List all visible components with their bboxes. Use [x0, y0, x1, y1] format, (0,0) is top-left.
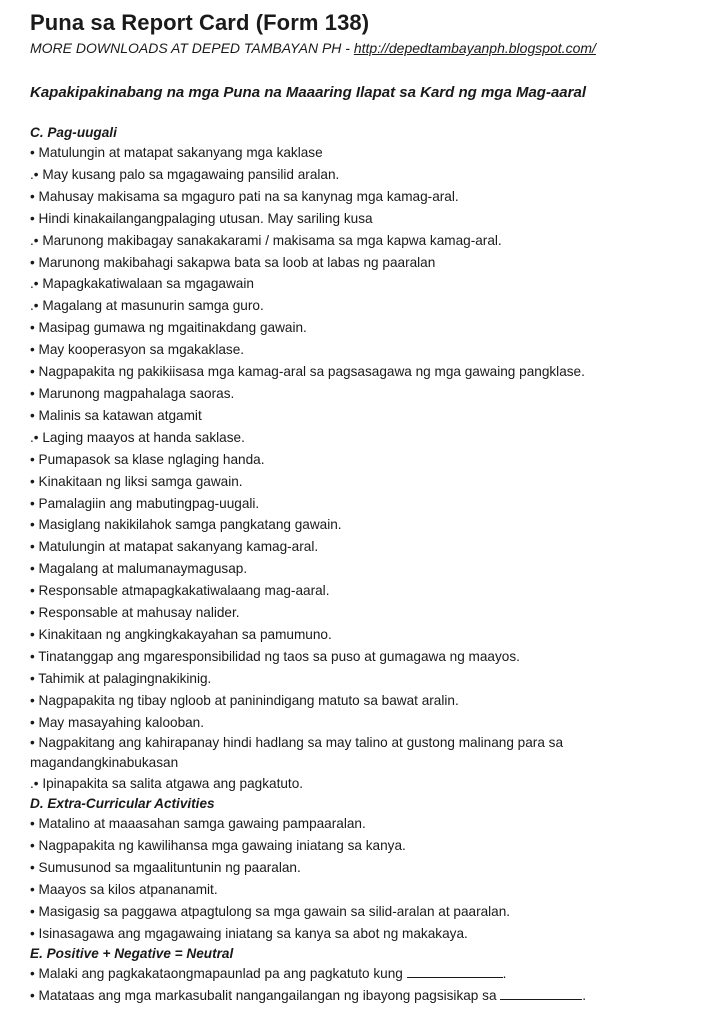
end-mark: .: [502, 965, 507, 981]
fill-in-blank: [407, 965, 503, 978]
list-item: • Maayos sa kilos atpananamit.: [30, 882, 218, 898]
section-c-list: [30, 142, 688, 795]
list-item: • Nagpakitang ang kahirapanay hindi hadlang sa may talino at gustong malinang para sa magandangkinabukasan: [30, 735, 564, 771]
list-item: • Pumapasok sa klase nglaging handa.: [30, 451, 265, 467]
blog-link[interactable]: http://depedtambayanph.blogspot.com/: [353, 40, 596, 56]
list-item: • Mahusay makisama sa mgaguro pati na sa kanynag mga kamag-aral.: [30, 188, 459, 204]
list-item: [30, 963, 688, 985]
list-item: • Nagpapakita ng tibay ngloob at paninindigang matuto sa bawat aralin.: [30, 692, 459, 708]
main-heading: Kapakipakinabang na mga Puna na Maaaring Ilapat sa Kard ng mga Mag-aaral: [30, 84, 586, 101]
section-d-title: D. Extra-Curricular Activities: [30, 796, 215, 812]
list-item: • Responsable atmapagkakatiwalaang mag-aaral.: [30, 583, 330, 599]
end-mark: .: [582, 987, 587, 1003]
section-e-title: E. Positive + Negative = Neutral: [30, 945, 234, 961]
list-item: • Marunong magpahalaga saoras.: [30, 385, 235, 401]
list-item: .• Mapagkakatiwalaan sa mgagawain: [30, 276, 254, 292]
list-item: [30, 985, 688, 1007]
list-item: • Marunong makibahagi sakapwa bata sa loob at labas ng paaralan: [30, 254, 436, 270]
list-item: • Kinakitaan ng angkingkakayahan sa pamumuno.: [30, 626, 332, 642]
list-item: .• Laging maayos at handa saklase.: [30, 429, 245, 445]
list-item: • Matalino at maaasahan samga gawaing pampaaralan.: [30, 816, 366, 832]
list-item: .• Magalang at masunurin samga guro.: [30, 298, 264, 314]
list-item: .• Ipinapakita sa salita atgawa ang pagkatuto.: [30, 776, 304, 792]
list-item: • Nagpapakita ng pakikiisasa mga kamag-aral sa pagsasagawa ng mga gawaing pangklase.: [30, 364, 585, 380]
downloads-note: [30, 39, 688, 57]
list-item: • Kinakitaan ng liksi samga gawain.: [30, 473, 243, 489]
list-item: • Tahimik at palagingnakikinig.: [30, 670, 212, 686]
list-item: • Matulungin at matapat sakanyang mga kaklase: [30, 145, 323, 160]
fill-in-blank: [500, 987, 582, 1000]
list-item: • Sumusunod sa mgaalituntunin ng paaralan.: [30, 860, 301, 876]
list-item: • Magalang at malumanaymagusap.: [30, 561, 248, 577]
list-item: • Malinis sa katawan atgamit: [30, 407, 202, 423]
downloads-note-text: MORE DOWNLOADS AT DEPED TAMBAYAN PH -: [30, 40, 354, 56]
list-item: • Pamalagiin ang mabutingpag-uugali.: [30, 495, 260, 511]
section-d-list: [30, 813, 688, 944]
list-item-text: • Malaki ang pagkakataongmapaunlad pa ang pagkatuto kung: [30, 965, 403, 981]
list-item: • Isinasagawa ang mgagawaing iniatang sa kanya sa abot ng makakaya.: [30, 925, 468, 941]
list-item: • Tinatanggap ang mgaresponsibilidad ng taos sa puso at gumagawa ng maayos.: [30, 648, 520, 664]
list-item: • Responsable at mahusay nalider.: [30, 605, 240, 621]
section-e-list: [30, 963, 688, 1007]
list-item: • May masayahing kalooban.: [30, 714, 205, 730]
list-item: .• Marunong makibagay sanakakarami / makisama sa mga kapwa kamag-aral.: [30, 232, 502, 248]
list-item: • May kooperasyon sa mgakaklase.: [30, 342, 245, 358]
list-item: .• May kusang palo sa mgagawaing pansilid aralan.: [30, 166, 340, 182]
list-item: • Masipag gumawa ng mgaitinakdang gawain.: [30, 320, 307, 336]
list-item: • Matulungin at matapat sakanyang kamag-aral.: [30, 539, 319, 555]
list-item: • Nagpapakita ng kawilihansa mga gawaing iniatang sa kanya.: [30, 838, 406, 854]
page-title: Puna sa Report Card (Form 138): [30, 10, 370, 35]
list-item: • Masiglang nakikilahok samga pangkatang gawain.: [30, 517, 342, 533]
section-c-title: C. Pag-uugali: [30, 125, 117, 140]
list-item-text: • Matataas ang mga markasubalit nangangailangan ng ibayong pagsisikap sa: [30, 987, 497, 1003]
list-item: • Hindi kinakailangangpalaging utusan. May sariling kusa: [30, 210, 373, 226]
list-item: • Masigasig sa paggawa atpagtulong sa mga gawain sa silid-aralan at paaralan.: [30, 904, 511, 919]
